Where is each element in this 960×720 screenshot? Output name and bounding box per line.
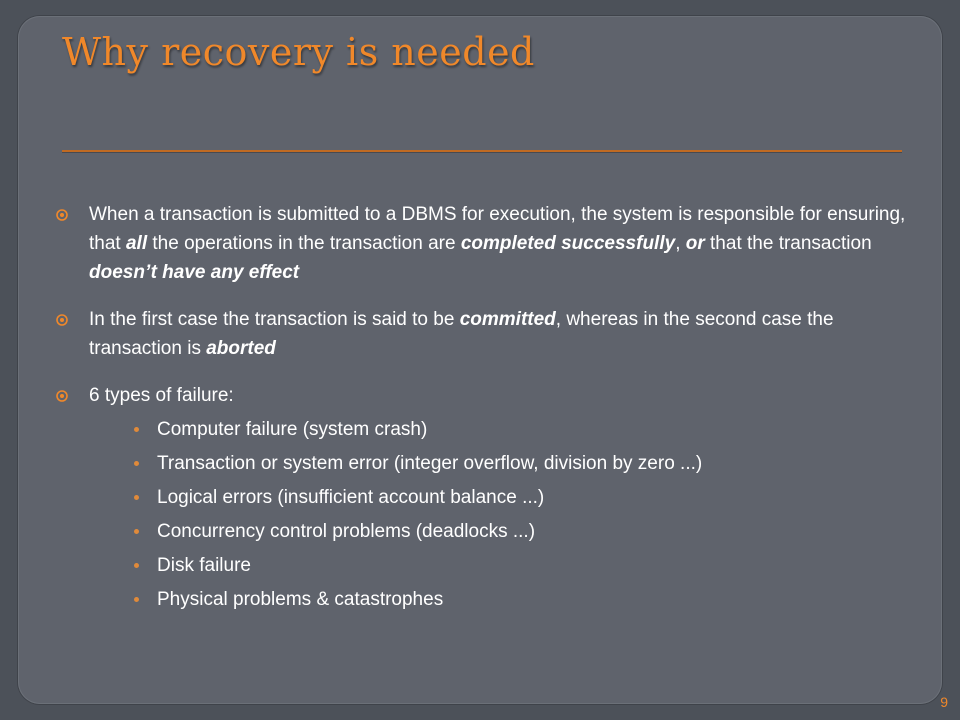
slide-content [56, 200, 906, 635]
list-item-text: Computer failure (system crash) [157, 419, 428, 440]
dot-bullet-icon [134, 563, 139, 568]
title-divider [62, 150, 902, 152]
circle-dot-icon [56, 314, 68, 326]
list-item [89, 481, 906, 515]
failure-types-list [89, 413, 906, 617]
emphasis-segment: aborted [206, 338, 276, 359]
emphasis-segment: doesn’t have any effect [89, 262, 300, 283]
dot-bullet-icon [134, 597, 139, 602]
list-item-text: Transaction or system error (integer overflow, division by zero ...) [157, 453, 703, 474]
list-item-text: Logical errors (insufficient account balance ...) [157, 487, 545, 508]
slide-title: Why recovery is needed [62, 30, 535, 74]
list-item-text: Disk failure [157, 555, 251, 576]
bullet-text: 6 types of failure: [89, 385, 234, 406]
text-segment: In the first case the transaction is said to be [89, 309, 460, 330]
emphasis-segment: or [685, 233, 705, 254]
emphasis-segment: all [125, 233, 148, 254]
list-item-text: Concurrency control problems (deadlocks ...) [157, 521, 536, 542]
dot-bullet-icon [134, 427, 139, 432]
bullet-text [89, 204, 905, 283]
bullet-text [89, 309, 834, 359]
dot-bullet-icon [134, 529, 139, 534]
text-segment: that the transaction [704, 233, 872, 254]
bullet-item [56, 381, 906, 617]
page-number: 9 [940, 694, 948, 710]
list-item [89, 583, 906, 617]
text-segment: When a transaction is submitted to a DBMS for execution, the system is responsible for ensuring, that [89, 204, 906, 254]
text-segment: , whereas in the second case the transaction is [89, 309, 834, 359]
list-item [89, 413, 906, 447]
bullet-item [56, 305, 906, 363]
dot-bullet-icon [134, 461, 139, 466]
circle-dot-icon [56, 209, 68, 221]
text-segment: , [675, 233, 686, 254]
list-item [89, 549, 906, 583]
text-segment: the operations in the transaction are [147, 233, 461, 254]
list-item [89, 447, 906, 481]
dot-bullet-icon [134, 495, 139, 500]
list-item-text: Physical problems & catastrophes [157, 589, 444, 610]
emphasis-segment: committed [459, 309, 556, 330]
emphasis-segment: completed successfully [460, 233, 676, 254]
list-item [89, 515, 906, 549]
circle-dot-icon [56, 390, 68, 402]
bullet-item [56, 200, 906, 287]
